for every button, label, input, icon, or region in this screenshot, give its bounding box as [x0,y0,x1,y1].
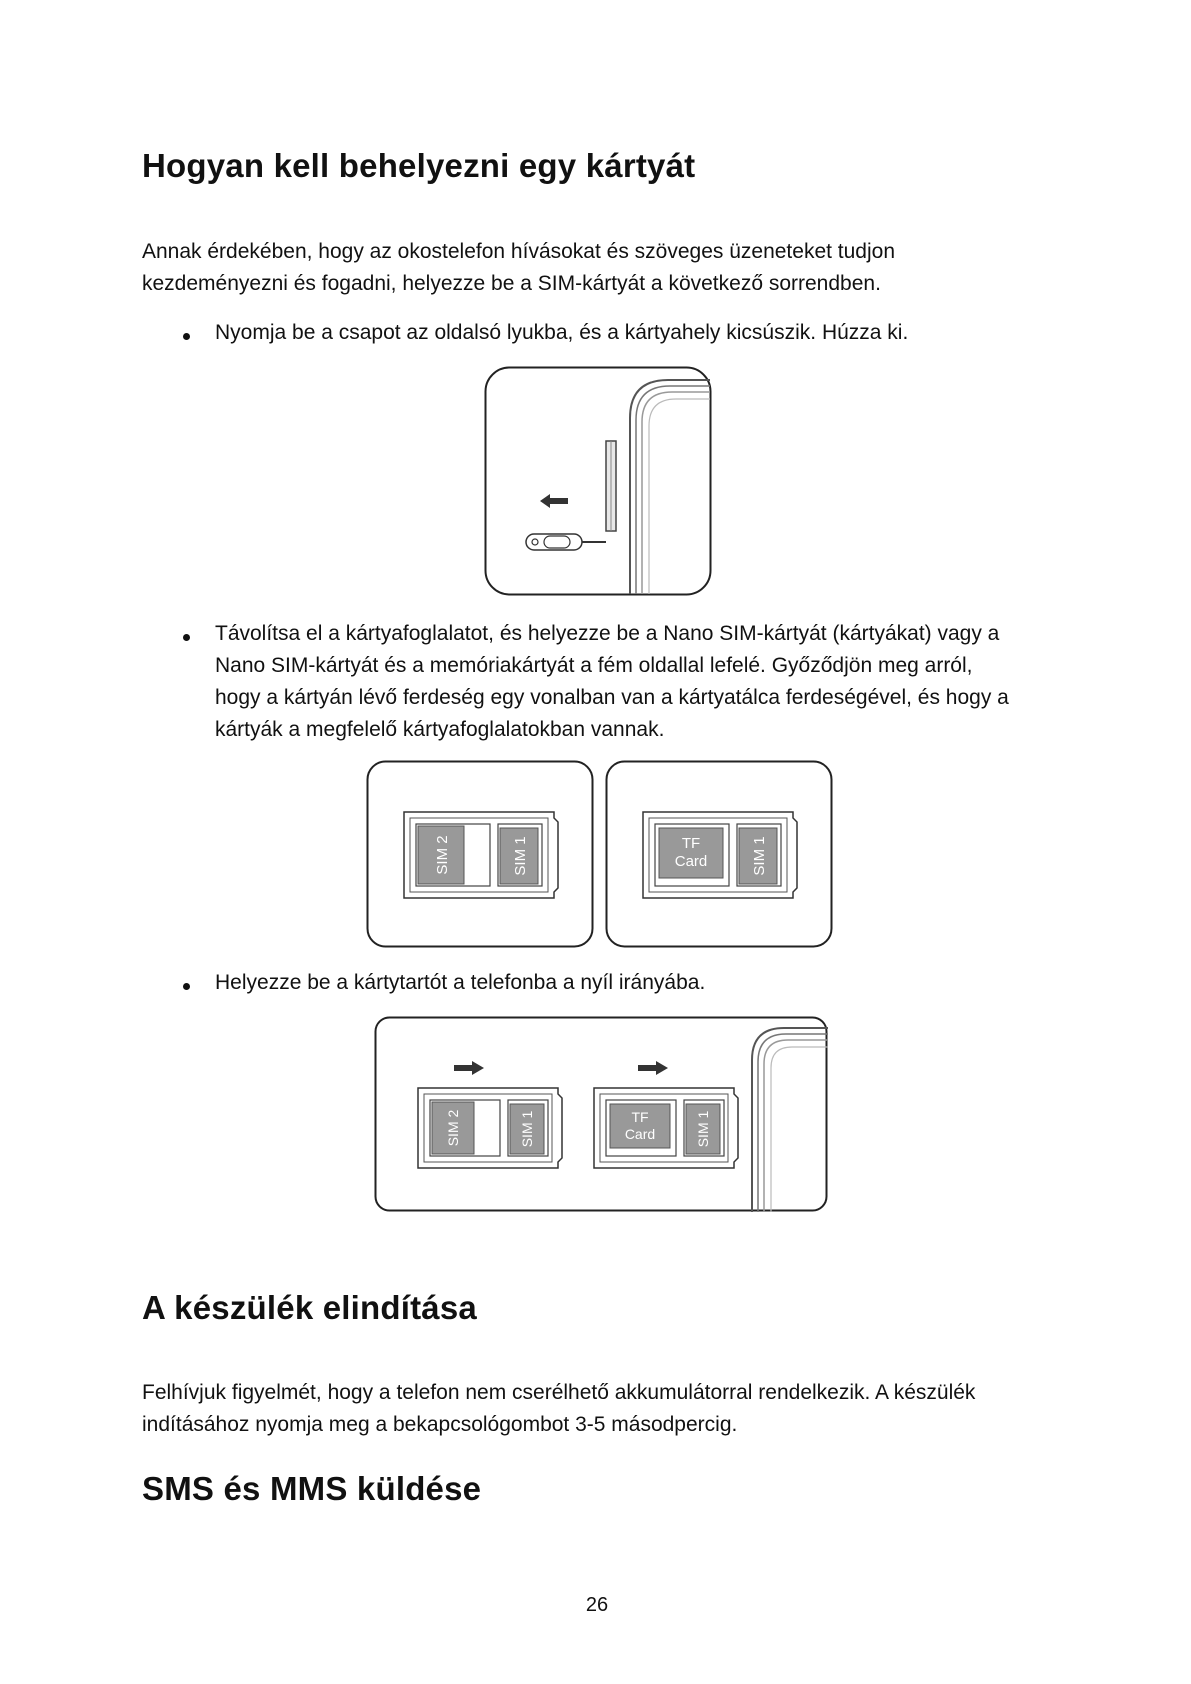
sim2-label: SIM 2 [434,835,451,875]
figure-insert-trays [374,1016,828,1212]
bullet-2-line-2: Nano SIM-kártyát és a memóriakártyát a fém oldallal lefelé. Győződjön meg arról, [215,654,973,677]
bullet-2-line-1: Távolítsa el a kártyafoglalatot, és helyezze be a Nano SIM-kártyát (kártyákat) vagy a [215,622,1000,645]
bullet-dot [183,983,190,990]
sim2-label: SIM 2 [445,1109,461,1147]
figure-eject-tray [484,366,712,596]
section-title-start-device: A készülék elindítása [142,1289,477,1326]
bullet-dot [183,634,190,641]
bullet-dot [183,333,190,340]
figure-tray-dual-sim [366,760,594,948]
bullet-1-text: Nyomja be a csapot az oldalsó lyukba, és a kártyahely kicsúszik. Húzza ki. [215,321,909,344]
intro-line-2: kezdeményezni és fogadni, helyezze be a SIM-kártyát a következő sorrendben. [142,272,881,295]
tf-label-line2: Card [624,1126,656,1142]
start-device-line-2: indításához nyomja meg a bekapcsológombot 3-5 másodpercig. [142,1413,738,1436]
intro-line-1: Annak érdekében, hogy az okostelefon hívásokat és szöveges üzeneteket tudjon [142,240,896,263]
bullet-2-line-4: kártyák a megfelelő kártyafoglalatokban vannak. [215,718,665,741]
bullet-2-line-3: hogy a kártyán lévő ferdeség egy vonalban van a kártyatálca ferdeségével, és hogy a [215,686,1009,709]
sim1-label: SIM 1 [695,1110,711,1148]
section-title-sms-mms: SMS és MMS küldése [142,1470,482,1507]
section-title-insert-card: Hogyan kell behelyezni egy kártyát [142,147,696,184]
tf-label-line1: TF [681,835,701,852]
page-number: 26 [585,1594,609,1616]
tf-label-line1: TF [631,1109,649,1125]
bullet-3-text: Helyezze be a kártytartót a telefonba a nyíl irányába. [215,971,706,994]
tf-label-line2: Card [674,853,708,870]
start-device-line-1: Felhívjuk figyelmét, hogy a telefon nem cserélhető akkumulátorral rendelkezik. A készülék [142,1381,976,1404]
figure-tray-tf-sim [605,760,833,948]
sim1-label: SIM 1 [751,836,768,876]
sim1-label: SIM 1 [512,836,529,876]
sim1-label: SIM 1 [519,1110,535,1148]
